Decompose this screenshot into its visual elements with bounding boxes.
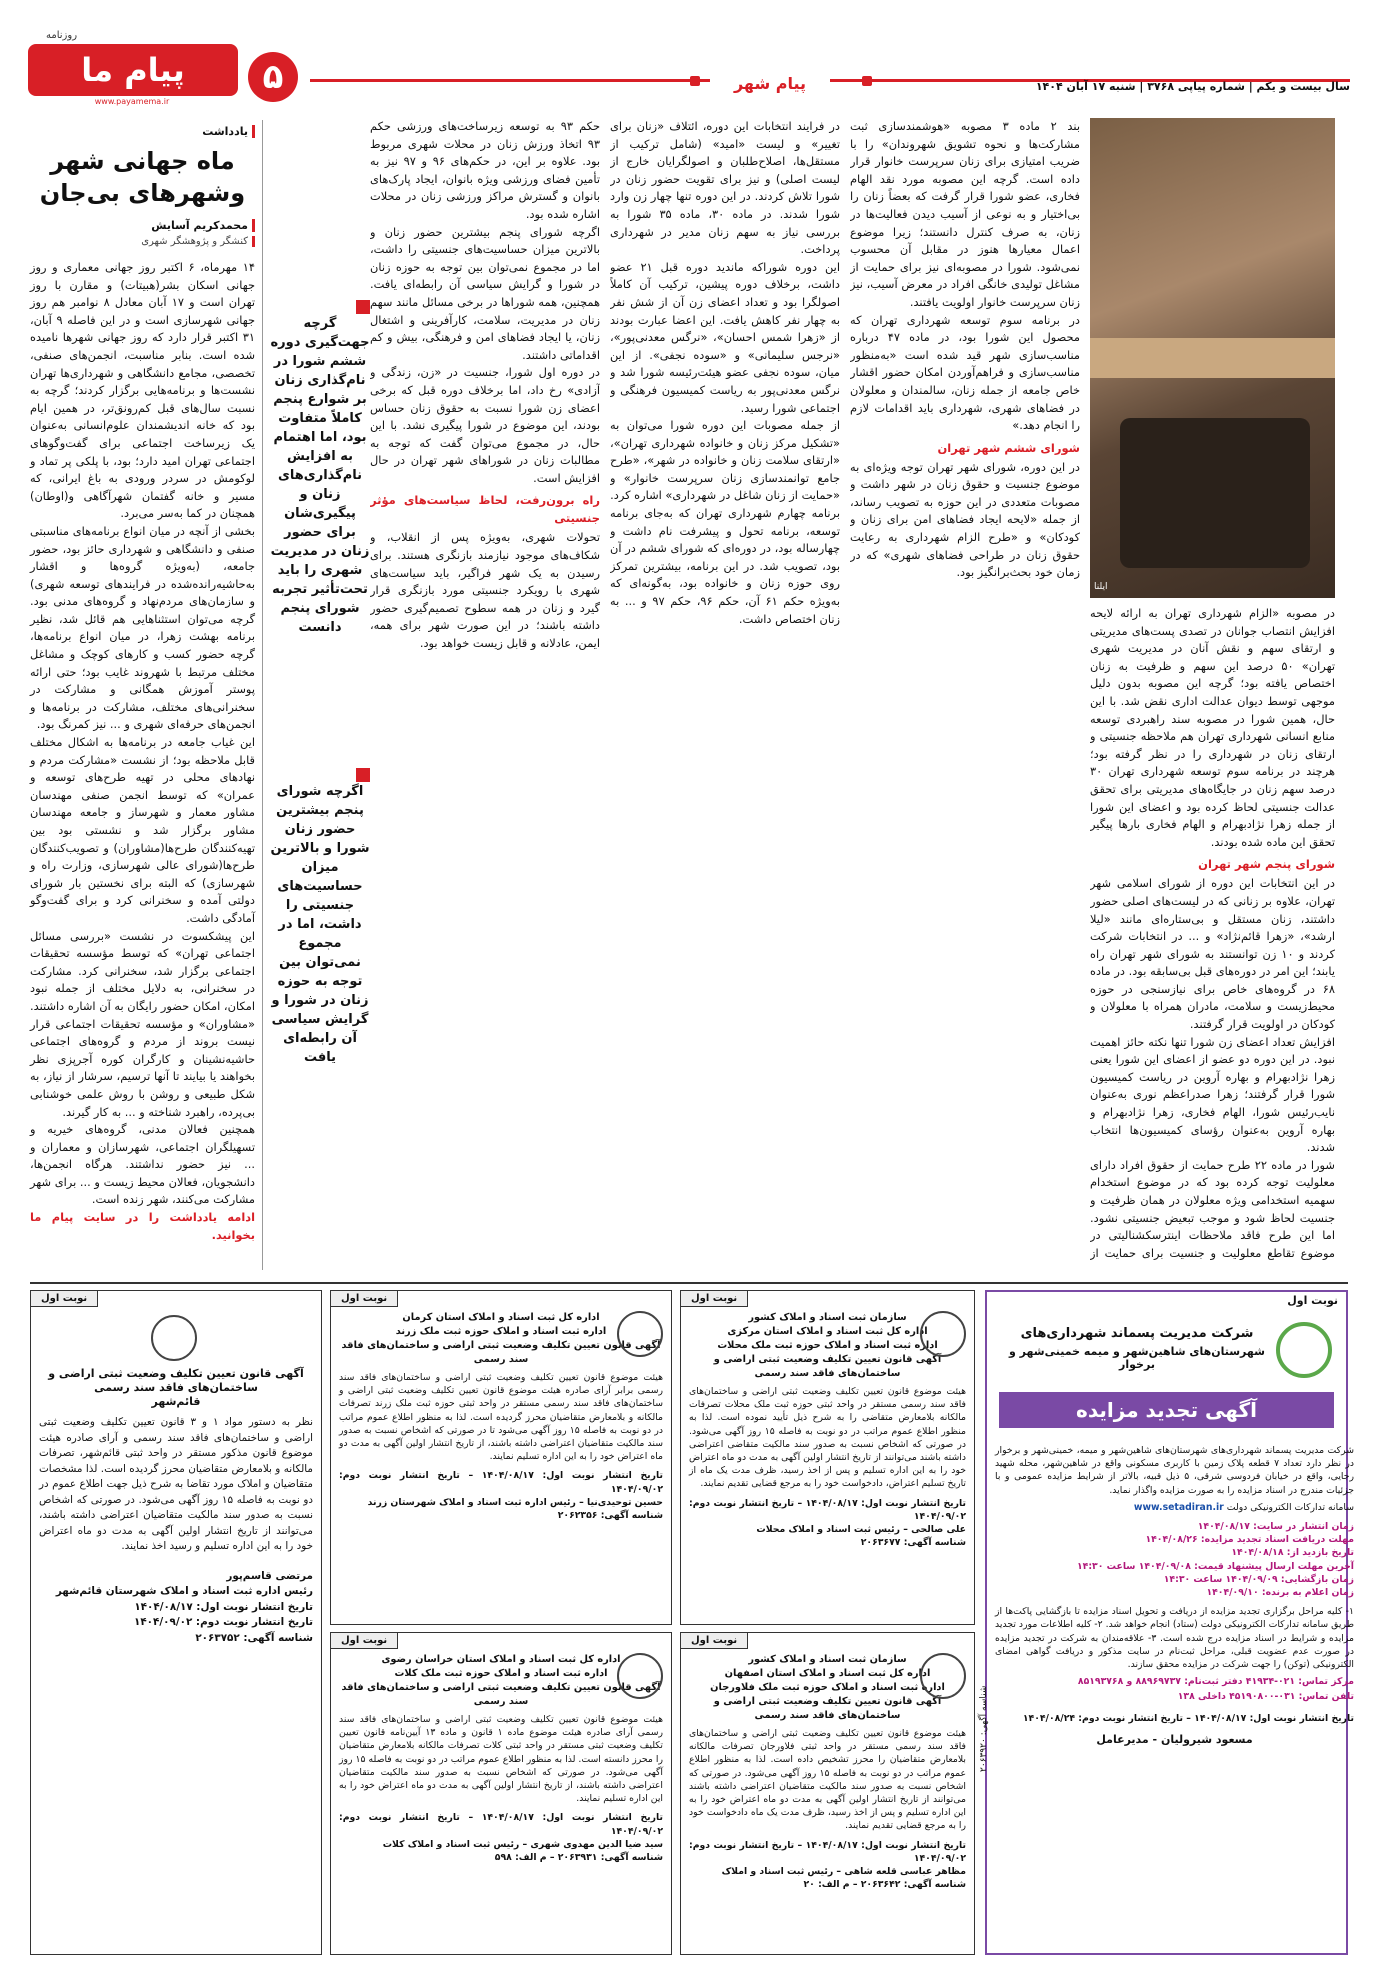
note-body-2: بخشی از آنچه در میان انواع برنامه‌های مناسبتی صنفی و دانشگاهی و شهرداری حائز بود، حضور جامعه، (به‌ویژه گروه‌ها و اقشار به‌حاشیه‌رانده‌شده در فرایندهای توسعه شهری) و سازمان‌های مردم‌نهاد و گروه‌های مدنی بود. گرچه می‌توان استثناهایی هم قائل شد، نظیر برنامه بهشت زهرا، در میان انواع برنامه‌ها، گرچه حضور کسب و کارهای کوچک و مشاغل مختلف مرتبط با شهروند غایب بود؛ حتی ارائه پوستر آموزش همگانی و مشارکت در سخنرانی‌های مختلف، مشارکت در برنامه‌ها و انجمن‌های حرفه‌ای شهری و ... نیز کمرنگ بود. [30, 523, 255, 732]
subhead-1: شورای پنجم شهر تهران [1198, 857, 1335, 872]
auction-date-row [995, 1546, 1354, 1559]
article-col-2 [850, 118, 1080, 1258]
article-p1: در مصوبه «الزام شهرداری تهران به ارائه لایحه افزایش انتصاب جوانان در تصدی پست‌های مدیریتی و ارتقای سهم و نقش آنان در مدیریت شهری تهران» ۵۰ درصد این سهم و ظرفیت به زنان اختصاص یافته بود؛ گرچه این مصوبه بدون دلیل موجهی توسط دیوان عدالت اداری نقض شد. با این حال، همین شورا در مصوبه سند راهبردی توسعه منابع انسانی شهرداری تهران هم ملاحظه جنسیتی و ارتقای زنان در شهرداری را در نظر گرفته بود؛ هرچند در برنامه سوم توسعه شهرداری تهران ۳۰ درصد سهم زنان در جایگاه‌های مدیریتی برای تحقق عدالت جنسیتی لحاظ کرده بود و اعضای این شورا از جمله زهرا نژادبهرام و الهام فخاری بارها پیگیر تحقق این ماده شده بودند. [1090, 606, 1335, 849]
note-title [30, 145, 255, 209]
auction-site-label: سامانه تدارکات الکترونیکی دولت [1226, 1501, 1354, 1513]
auction-date-value: ۱۴۰۴/۰۹/۱۰ [1206, 1587, 1259, 1599]
auction-body-text: شرکت مدیریت پسماند شهرداری‌های شهرستان‌های شاهین‌شهر و میمه، خمینی‌شهر و برخوار در نظر دارد تعداد ۷ قطعه پلاک زمین با کاربری مسکونی واقع در شاهین‌شهر، محله شهید رجایی، واقع در خیابان فردوسی شرقی، ۵ ذیل قبیه، بالاتر از شرایط مزایده عمومی و با جزئیات مندرج در اسناد مزایده را به صورت مزایده واگذار نماید. [995, 1445, 1354, 1496]
pullquote-1: گرچه جهت‌گیری دوره ششم شورا در نام‌گذاری زنان بر شوارع پنجم کاملاً متفاوت بود، اما اهتمام به افزایش نام‌گذاری‌های زنان و پیگیری‌شان برای حضور زنان در مدیریت شهری را باید تحت‌تأثیر تجربه شورای پنجم دانست [270, 316, 370, 635]
auction-company-2: شهرستان‌های شاهین‌شهر و میمه خمینی‌شهر و برخوار [1009, 1345, 1265, 1371]
notice-qaemshahr [30, 1290, 322, 1955]
emblem-icon [920, 1311, 966, 1357]
masthead [0, 0, 1378, 106]
n5-head2: اداره ثبت اسناد و املاک حوزه ثبت ملک کلات [394, 1668, 608, 1679]
photo-chair [1120, 418, 1310, 568]
auction-date-value: ۱۴۰۴/۰۸/۱۷ [1197, 1521, 1250, 1533]
n4-footer: تاریخ انتشار نوبت اول: ۱۴۰۴/۰۸/۱۷ – تاریخ انتشار نوبت دوم: ۱۴۰۴/۰۹/۰۲ [689, 1839, 966, 1864]
quote-mark-icon [356, 300, 370, 314]
subhead-2: شورای ششم شهر تهران [937, 440, 1080, 455]
note-title-line2: وشهرهای بی‌جان [39, 179, 246, 207]
article-p10: از جمله مصوبات این دوره شورا می‌توان به «تشکیل مرکز زنان و خانواده شهرداری تهران»، «ارتقای سلامت زنان و خانواده در شهر»، «طرح جامع توانمندسازی زنان سرپرست خانوار» و «حمایت از زنان شاغل در شهرداری» اشاره کرد. [610, 418, 840, 503]
n3-id: شناسه آگهی: ۲۰۶۳۷۵۲ [195, 1631, 313, 1644]
auction-signature: مسعود شیرولیان - مدیرعامل [1096, 1732, 1253, 1746]
n3-sign1: مرتضی قاسم‌پور [226, 1569, 313, 1582]
n5-body: هیئت موضوع قانون تعیین تکلیف وضعیت ثبتی اراضی و ساختمان‌های فاقد سند رسمی آرای صادره هیئت موضوع ماده ۱ قانون و ماده ۱۳ آیین‌نامه قانون تعیین تکلیف وضعیت ثبتی مستقر در واحد ثبتی کلات تصرفات مالکانه بلامعارض متقاضیان را محرز دانسته است. لذا به منظور اطلاع عموم مراتب در دو نوبت به فاصله ۱۵ روز آگهی می‌شود. در صورتی که اشخاص نسبت به صدور سند مالکیت متقاضیان اعتراضی داشته باشند، از تاریخ انتشار اولین آگهی به مدت دو ماه اعتراض خود را به این اداره تسلیم نمایند. [339, 1714, 663, 1805]
emblem-icon [151, 1315, 197, 1361]
logo-top: روزنامه [46, 30, 78, 41]
emblem-icon [617, 1653, 663, 1699]
n2-footer: تاریخ انتشار نوبت اول: ۱۴۰۴/۰۸/۱۷ – تاریخ انتشار نوبت دوم: ۱۴۰۴/۰۹/۰۲ [339, 1470, 663, 1495]
n4-body: هیئت موضوع قانون تعیین تکلیف وضعیت ثبتی اراضی و ساختمان‌های فاقد سند رسمی مستقر در واحد ثبتی فلاورجان تصرفات مالکانه بلامعارض متقاضیان را محرز تشخیص داده است. لذا به منظور اطلاع عموم مراتب در دو نوبت به فاصله ۱۵ روز آگهی می‌شود. در صورتی که اشخاص نسبت به صدور سند مالکیت متقاضیان اعتراضی داشته باشند می‌توانند از تاریخ انتشار اولین آگهی به مدت دو ماه اعتراض خود را به این اداره تسلیم و پس از اخذ رسید، ظرف مدت یک ماه دادخواست خود را به مرجع قضایی تقدیم نمایند. [689, 1728, 966, 1832]
n2-notice-title: آگهی قانون تعیین تکلیف وضعیت ثبتی اراضی و ساختمان‌های فاقد سند رسمی [341, 1340, 661, 1365]
n4-head3: اداره ثبت اسناد و املاک حوزه ثبت ملک فلاورجان [710, 1682, 945, 1693]
article-p2: شورا در ماده ۲۲ طرح حمایت از حقوق افراد دارای معلولیت توجه کرده بود که در موضوع استخدام سهمیه استخدامی ویژه معلولان در همان ظرفیت و جنسیت لحاظ شود و موجب تبعیض جنسیتی نشود. اما این طرح فاقد ملاحظات اینترسکشنالیتی در موضوع تقاطع معلولیت و جنسیت برای حمایت از [1090, 1157, 1335, 1260]
article-p3: بند ۲ ماده ۳ مصوبه «هوشمندسازی ثبت مشارکت‌ها و نحوه تشویق شهروندان» را با ضریب امتیازی برای زنان سرپرست خانوار قرار داده است. گرچه این مصوبه مورد نقد الهام فخاری، عضو شورا قرار گرفت که بعضاً زنان را بی‌اختیار و به نوعی از آسیب دیدن فعالیت‌ها در زنان، به صرف کنترل دانستند؛ زیرا موضوع اعمال معیارها هنوز در مقابل آن محسوب نمی‌شود. شورا در مصوبه‌ای نیز برای حمایت از مشاغل تولیدی خانگی افراد در معرض آسیب، نیز زنان سرپرست خانوار اولویت یافتند. [850, 119, 1080, 309]
article-p15: تحولات شهری، به‌ویژه پس از انقلاب، و شکاف‌های موجود نیازمند بازنگری هستند. برای رسیدن به یک شهر فراگیر، باید سیاست‌های شهری با رویکرد جنسیتی مورد بازنگری قرار گیرد و زنان در همه سطوح تصمیم‌گیری حضور داشته باشند؛ در این صورت شهر برای همه، ایمن، عادلانه و قابل زیست خواهد بود. [370, 530, 600, 651]
article-p7: در این دوره، شورای شهر تهران توجه ویژه‌ای به موضوع جنسیت و حقوق زنان در شهر داشت و مصوبات متعددی در این حوزه به تصویب رساند، از جمله «لایحه ایجاد فضاهای امن برای زنان و کودکان» و «طرح الزام شهرداری به رعایت حقوق زنان در طراحی فضاهای شهری» که در زمان خود بحث‌برانگیز بود. [850, 459, 1080, 580]
auction-notes: ۱- کلیه مراحل برگزاری تجدید مزایده از دریافت و تحویل اسناد مزایده تا بازگشایی پاکت‌ها از طریق سامانه تدارکات الکترونیکی دولت (ستاد) انجام خواهد شد. ۲- کلیه اطلاعات مورد تجدید مزایده و شرایط در اسناد مزایده درج شده است. ۳- علاقه‌مندان به شرکت در تجدید مزایده در صورت عدم عضویت قبلی، مراحل ثبت‌نام در سایت مذکور و دریافت گواهی امضای الکترونیکی (توکن) را جهت شرکت در مزایده محقق سازند. [995, 1606, 1354, 1671]
article-p11: برنامه چهارم شهرداری تهران که به‌جای برنامه توسعه، برنامه تحول و پیشرفت نام داشت و چهارساله بود، در دوره‌ای که شورای ششم در آن بود، تصویب شد. در این برنامه، بیشترین تمرکز روی حوزه زنان و خانواده بود، به‌گونه‌ای که به‌ویژه حکم ۶۱ آن، حکم ۹۶، حکم ۹۷ و ... به زنان اختصاص داشت. [610, 506, 840, 626]
n2-sign: حسین توحیدی‌نیا – رئیس اداره ثبت اسناد و املاک شهرستان زرند [367, 1496, 663, 1508]
n1-head1: سازمان ثبت اسناد و املاک کشور [748, 1312, 907, 1323]
n1-id: شناسه آگهی: ۲۰۶۳۶۷۷ [860, 1537, 966, 1549]
auction-date-label: زمان انتشار در سایت: [1249, 1521, 1354, 1533]
photo-credit: ایلنا [1094, 582, 1108, 592]
n1-body: هیئت موضوع قانون تعیین تکلیف وضعیت ثبتی اراضی و ساختمان‌های فاقد سند رسمی مستقر در واحد ثبتی حوزه ثبت ملک محلات تصرفات مالکانه بلامعارض متقاضی را به شرح ذیل تأیید نموده است. لذا به منظور اطلاع عموم مراتب در دو نوبت به فاصله ۱۵ روز آگهی می‌شود. در صورتی که اشخاص نسبت به صدور سند مالکیت متقاضی اعتراضی داشته باشند می‌توانند از تاریخ انتشار اولین آگهی به مدت دو ماه اعتراض خود را به این اداره تسلیم و پس از اخذ رسید، ظرف مدت یک ماه از تاریخ تسلیم اعتراض، دادخواست خود را به مرجع قضایی تقدیم نمایند. [688, 1386, 966, 1490]
photo-table [1090, 338, 1335, 378]
auction-date-label: تاریخ بازدید از: [1283, 1547, 1354, 1559]
site-url[interactable]: www.payamema.ir [94, 97, 170, 106]
n5-footer: تاریخ انتشار نوبت اول: ۱۴۰۴/۰۸/۱۷ – تاریخ انتشار نوبت دوم: ۱۴۰۴/۰۹/۰۲ [339, 1812, 663, 1837]
n3-city: قائم‌شهر [151, 1395, 201, 1408]
auction-date-row [995, 1586, 1354, 1599]
note-column [30, 120, 255, 1260]
notice-turn-tag: نوبت اول [681, 1633, 748, 1649]
chevron-right-icon [862, 76, 872, 86]
article-p9: این دوره شوراکه ماندید دوره قبل ۲۱ عضو داشت، برخلاف دوره پیشین، ترکیب آن کاملاً اصولگرا بود و تعداد اعضای زن آن از شش نفر به چهار نفر کاهش یافت. این اعضا عبارت بودند از «زهرا شمس احسان»، «نرگس معدنی‌پور»، «نرجس سلیمانی» و «سوده نجفی». از این میان، سوده نجفی عضو هیئت‌رئیسه شورا شد و نرگس معدنی‌پور به ریاست کمیسیون فرهنگی و اجتماعی شورا رسید. [610, 259, 840, 415]
n5-id: شناسه آگهی: ۲۰۶۳۹۳۱ – م الف: ۵۹۸ [494, 1852, 663, 1864]
logo-main: پیام ما [81, 51, 185, 89]
ads-divider [30, 1282, 1348, 1284]
auction-date-label: مهلت دریافت اسناد تجدید مزایده: [1197, 1534, 1354, 1546]
note-title-line1: ماه جهانی شهر [50, 147, 235, 175]
n3-notice-title: آگهی قانون تعیین تکلیف وضعیت ثبتی اراضی و ساختمان‌های فاقد سند رسمی [48, 1367, 304, 1394]
n4-sign: مظاهر عباسی قلعه شاهی – رئیس ثبت اسناد و املاک [721, 1866, 966, 1878]
n1-footer: تاریخ انتشار نوبت اول: ۱۴۰۴/۰۸/۱۷ – تاریخ انتشار نوبت دوم: ۱۴۰۴/۰۹/۰۲ [689, 1497, 966, 1522]
n1-head2: اداره کل ثبت اسناد و املاک استان مرکزی [727, 1326, 928, 1337]
auction-phone: تلفن تماس: ۰۳۱-۴۵۱۹۰۸۰۰ داخلی ۱۳۸ [1177, 1691, 1354, 1703]
auction-date-row [995, 1520, 1354, 1533]
auction-date-row [995, 1533, 1354, 1546]
notice-turn-tag: نوبت اول [681, 1291, 748, 1307]
article-p6: افزایش تعداد اعضای زن شورا تنها نکته حائز اهمیت نبود. در این دوره دو عضو از اعضای این شورا یعنی زهرا نژادبهرام و بهاره آروین در ریاست کمیسیون شورا قرار گرفتند؛ زهرا صدراعظم نوری به‌عنوان نایب‌رئیس شورا، الهام فخاری، زهرا نژادبهرام و بهاره آروین به‌عنوان رؤسای کمیسیون‌ها انتخاب شدند. [1090, 1034, 1335, 1155]
n2-head1: اداره کل ثبت اسناد و املاک استان کرمان [402, 1312, 600, 1323]
notice-falavarjan [680, 1632, 975, 1955]
article-p14: در دوره اول شورا، جنسیت در «زن، زندگی و آزادی» رخ داد، اما برخلاف دوره قبل که برخی اعضای زن شورا نسبت به حقوق زنان حساس بودند، این موضوع در شورا پیگیری نشد. با این حال، در مجموع می‌توان گفت که توجه به مطالبات زنان در شوراهای شهر تهران در حال افزایش است. [370, 365, 600, 485]
pullquote-column-2 [270, 768, 370, 1067]
issue-info: سال بیست و یکم | شماره پیاپی ۳۷۶۸ | شنبه ۱۷ آبان ۱۴۰۴ [1035, 80, 1350, 93]
auction-date-value: ۱۴۰۴/۰۹/۰۸ ساعت ۱۴:۳۰ [1076, 1560, 1191, 1572]
auction-company-1: شرکت مدیریت پسماند شهرداری‌های [1020, 1326, 1254, 1341]
n5-sign: سید ضیا الدین مهدوی شهری – رئیس ثبت اسناد و املاک کلات [382, 1838, 663, 1850]
note-author-role: کنشگر و پژوهشگر شهری [30, 236, 255, 247]
notice-mahallat [680, 1290, 975, 1625]
logo [28, 30, 238, 96]
note-body-4: این پیشکسوت در نشست «بررسی مسائل اجتماعی تهران» که توسط مؤسسه تحقیقات اجتماعی برگزار شد، سخنرانی کرد. مشارکت در سخنرانی، به دلایل مختلف از جمله نبود امکان، امکان حضور رایگان به آن اشاره داشتند. «مشاوران» و مؤسسه تحقیقات اجتماعی قرار نیست بروند از مردم و گروه‌های اجتماعی حاشیه‌نشینان و کارگران کوره آجرپزی نظر بخواهند یا بیایند تا آنها ترسیم، سرشار از نیاز، به شکل طبیعی و روشن با روش علمی خوشنابی بی‌پرده، راهبرد شناخته و ... به کار گیرند. [30, 928, 255, 1119]
page-number [248, 52, 298, 102]
auction-date-value: ۱۴۰۴/۰۸/۲۶ [1145, 1534, 1198, 1546]
auction-turn: نوبت اول [1287, 1294, 1338, 1307]
section-title: پیام شهر [710, 74, 830, 93]
n1-notice-title: آگهی قانون تعیین تکلیف وضعیت ثبتی اراضی و ساختمان‌های فاقد سند رسمی [713, 1354, 942, 1379]
article-p13: اگرچه شورای پنجم بیشترین حضور زنان و بالاترین میزان حساسیت‌های جنسیتی را داشت، اما در مجموع نمی‌توان بین توجه به حوزه زنان در شورا و گرایش سیاسی آن رابطه‌ای یافت. همچنین، همه شوراها در برخی مسائل مانند سهم زنان در مدیریت، سلامت، کارآفرینی و اشتغال زنان، یا ایجاد فضاهای امن و فرهنگی، بیش و کم اقداماتی داشتند. [370, 224, 600, 362]
note-body-5: همچنین فعالان مدنی، گروه‌های خیریه و تسهیلگران اجتماعی، شهرسازان و معماران و ... نیز حضور نداشتند. هرگاه انجمن‌ها، دانشجویان، فعالان محیط زیست و ... برای شهر مشارکت می‌کنند، شهر زنده است. [30, 1122, 255, 1207]
subhead-3: راه برون‌رفت، لحاظ سیاست‌های مؤثر جنسیتی [370, 493, 600, 526]
notice-turn-tag: نوبت اول [31, 1291, 98, 1307]
n3-sign2: رئیس اداره ثبت اسناد و املاک شهرستان قائم‌شهر [55, 1585, 313, 1597]
recycle-icon [1276, 1322, 1332, 1378]
note-author: محمدکریم آسایش [30, 219, 255, 232]
notice-kalat [330, 1632, 672, 1955]
quote-mark-icon [356, 768, 370, 782]
note-rubric: یادداشت [202, 125, 255, 138]
notice-turn-tag: نوبت اول [331, 1633, 398, 1649]
council-photo [1090, 118, 1335, 598]
notice-zarand [330, 1290, 672, 1625]
auction-dates [995, 1520, 1354, 1599]
article-p12: حکم ۹۳ به توسعه زیرساخت‌های ورزشی حکم ۹۳ اتخاذ ورزش زنان در محلات شهری مربوط بود. علاوه بر این، در حکم‌های ۹۶ و ۹۷ نیز به تأمین فضای ورزشی ویژه بانوان، ایجاد پارک‌های بانوان و گسترش مراکز ورزشی زنان در محلات اشاره شده بود. [370, 119, 600, 221]
auction-site[interactable]: www.setadiran.ir [1133, 1501, 1224, 1513]
article-col-1 [1090, 605, 1335, 1260]
n2-head2: اداره ثبت اسناد و املاک حوزه ثبت ملک زرند [395, 1326, 607, 1337]
n1-head3: اداره ثبت اسناد و املاک حوزه ثبت ملک محلات [717, 1340, 938, 1351]
article-p8: در فرایند انتخابات این دوره، ائتلاف «زنان برای تغییر» و لیست «امید» (شامل ترکیب از مستقل‌ها، اصلاح‌طلبان و اصولگرایان خارج از لیست اصلی) و نیز برای تقویت حضور زنان در شورا تلاش کردند. در این دوره تنها چهار زن وارد شورا شدند. در ماده ۳۰، ماده ۳۵ شورا به بررسی نیاز به سهم زنان مدیر در شهرداری پرداخت. [610, 119, 840, 257]
auction-center: مرکز تماس: ۰۲۱-۴۱۹۳۴ دفتر ثبت‌نام: ۸۸۹۶۹۷۳۷ و ۸۵۱۹۳۷۶۸ [1077, 1676, 1354, 1688]
n3-footer2: تاریخ انتشار نوبت دوم: ۱۴۰۴/۰۹/۰۲ [133, 1616, 313, 1628]
note-more-link[interactable]: ادامه یادداشت را در سایت پیام ما بخوانید. [30, 1210, 255, 1242]
emblem-icon [617, 1311, 663, 1357]
n4-id: شناسه آگهی: ۲۰۶۳۶۴۲ – م الف: ۲۰ [803, 1879, 966, 1891]
auction-date-label: زمان اعلام به برنده: [1258, 1587, 1354, 1599]
auction-date-label: آخرین مهلت ارسال پیشنهاد قیمت: [1190, 1560, 1354, 1572]
n3-footer1: تاریخ انتشار نوبت اول: ۱۴۰۴/۰۸/۱۷ [134, 1600, 313, 1613]
n4-head1: سازمان ثبت اسناد و املاک کشور [748, 1654, 907, 1665]
n2-body: هیئت موضوع قانون تعیین تکلیف وضعیت ثبتی اراضی و ساختمان‌های فاقد سند رسمی برابر آرای صادره هیئت موضوع قانون تعیین تکلیف وضعیت ثبتی اراضی و ساختمان‌های فاقد سند رسمی مستقر در واحد ثبتی حوزه ثبت ملک زرند تصرفات مالکانه و بلامعارض متقاضیان محرز گردیده است. لذا به منظور اطلاع عموم مراتب در دو نوبت به فاصله ۱۵ روز آگهی می‌شود تا در صورتی که اشخاص نسبت به صدور سند مالکیت متقاضیان اعتراضی داشته باشند، از تاریخ انتشار اولین آگهی به مدت دو ماه اعتراض خود را به این اداره تسلیم نمایند. [339, 1372, 663, 1463]
page-number-text: ۵ [262, 57, 284, 97]
n2-id: شناسه آگهی: ۲۰۶۲۳۵۶ [557, 1510, 663, 1522]
note-body: ۱۴ مهرماه، ۶ اکتبر روز جهانی معماری و روز جهانی اسکان بشر(هبیتات) و مقارن با روز تهران است و ۱۷ آبان معادل ۸ نوامبر هم روز جهانی شهرسازی است و در این فاصله ۹ آبان، ۳۱ اکتبر قرار دارد که روز جهانی شهرها نامیده شده است. بنابر مناسبت، انجمن‌های صنفی، تخصصی، مجامع دانشگاهی و شهرداری‌ها تهران نشست‌ها و برنامه‌هایی برگزار کردند؛ گرچه به نسبت سال‌های قبل کم‌رونق‌تر، در همین ایام بود که خانه اندیشمندان علوم‌انسانی به‌عنوان یک زیرساخت اجتماعی برای گفت‌وگوهای اجتماعی تهران امید دارد؛ بود، با پلکی پر تماد و لوکومش در سردر ورودی به باغ ایرانی، که مسیر و خانه گفتمان شهرآگاهی و(اوطان) همچنان در کما به‌سر می‌برد. [30, 260, 256, 521]
n4-head2: اداره کل ثبت اسناد و املاک استان اصفهان [724, 1668, 931, 1679]
auction-ad [979, 1290, 1354, 1955]
article-col-4 [370, 118, 600, 1258]
article-p5: در این انتخابات این دوره از شورای اسلامی شهر تهران، علاوه بر زنانی که در لیست‌های اصلی حضور داشتند، زنان مستقل و بی‌ستاره‌ای مانند «لیلا ارشد»، «زهرا قائم‌نژاد» و ... در انتخابات شرکت کردند و ۱۰ زن توانستند به شورای شهر تهران راه یابند؛ این امر در دوره‌های قبل بی‌سابقه بود. در ماده ۶۸ در گروه‌های خاص برای نیازسنجی در حوزه محیط‌زیست و سلامت، مادران همراه با معلولان و کودکان در اولویت قرار گرفتند. [1090, 876, 1335, 1032]
n4-notice-title: آگهی قانون تعیین تکلیف وضعیت ثبتی اراضی و ساختمان‌های فاقد سند رسمی [713, 1696, 942, 1721]
pullquote-2: اگرچه شورای پنجم بیشترین حضور زنان شورا و بالاترین میزان حساسیت‌های جنسیتی را داشت، اما در مجموع نمی‌توان بین توجه به حوزه زنان در شورا و گرایش سیاسی آن رابطه‌ای یافت [270, 784, 370, 1065]
auction-publish: تاریخ انتشار نوبت اول: ۱۴۰۴/۰۸/۱۷ – تاریخ انتشار نوبت دوم: ۱۴۰۴/۰۸/۲۴ [1022, 1712, 1354, 1724]
auction-date-row [995, 1573, 1354, 1586]
auction-date-row [995, 1560, 1354, 1573]
auction-title: آگهی تجدید مزایده [999, 1392, 1334, 1428]
emblem-icon [920, 1653, 966, 1699]
n5-notice-title: آگهی قانون تعیین تکلیف وضعیت ثبتی اراضی و ساختمان‌های فاقد سند رسمی [341, 1682, 661, 1707]
chevron-left-icon [690, 76, 700, 86]
auction-date-label: زمان بازگشایی: [1277, 1573, 1354, 1585]
auction-id: شناسه آگهی: ۲۰۶۳۹۲۰ [979, 1685, 989, 1772]
auction-date-value: ۱۴۰۴/۰۹/۰۹ ساعت ۱۴:۳۰ [1163, 1573, 1278, 1585]
n3-body: نظر به دستور مواد ۱ و ۳ قانون تعیین تکلیف وضعیت ثبتی اراضی و ساختمان‌های فاقد سند رسمی و آرای صادره هیئت موضوع قانون مذکور مستقر در واحد ثبتی قائم‌شهر، تصرفات مالکانه و بلامعارض متقاضیان محرز گردیده است. لذا مشخصات متقاضیان و املاک مورد تقاضا به شرح ذیل جهت اطلاع عموم در دو نوبت به فاصله ۱۵ روز آگهی می‌شود. در صورتی که اشخاص نسبت به صدور سند مالکیت متقاضیان اعتراضی داشته باشند، می‌توانند از تاریخ انتشار اولین آگهی به مدت دو ماه اعتراض خود را به این اداره تسلیم و رسید اخذ نمایند. [39, 1416, 314, 1552]
auction-date-value: ۱۴۰۴/۰۸/۱۸ [1231, 1547, 1284, 1559]
column-divider [262, 120, 263, 1270]
note-body-3: این غیاب جامعه در برنامه‌ها به اشکال مختلف قابل ملاحظه بود؛ از نشست «مشارکت مردم و نهادهای محلی در تهیه طرح‌های توسعه و عمران» که توسط انجمن صنفی مهندسان مشاور معمار و شهرساز و جامعه مهندسان مشاور برگزار شد و نشستی بود بین تهیه‌کنندگان طرح‌ها(مشاوران) و تصویب‌کنندگان طرح‌ها(شورای عالی شهرسازی، وزارت راه و شهرسازی) که البته برای نخستین بار شورای دولتی آمده و سخنرانی کرد و برای گفت‌وگو آمادگی داشت. [30, 735, 255, 925]
article-col-3 [610, 118, 840, 1258]
auction-body [987, 1440, 1362, 1750]
notice-turn-tag: نوبت اول [331, 1291, 398, 1307]
n1-sign: علی صالحی – رئیس ثبت اسناد و املاک محلات [756, 1524, 966, 1536]
n5-head1: اداره کل ثبت اسناد و املاک استان خراسان رضوی [381, 1654, 621, 1665]
article-p4: در برنامه سوم توسعه شهرداری تهران که محصول این شورا بود، در ماده ۴۷ درباره مناسب‌سازی شهر قید شده است «به‌منظور مناسب‌سازی و فراهم‌آوردن امکان حضور اقشار خاص جامعه از جمله زنان، سالمندان و معلولان در فضاهای شهری، شهرداری باید اقدامات لازم را انجام دهد.» [850, 312, 1080, 433]
pullquote-column [270, 300, 370, 637]
